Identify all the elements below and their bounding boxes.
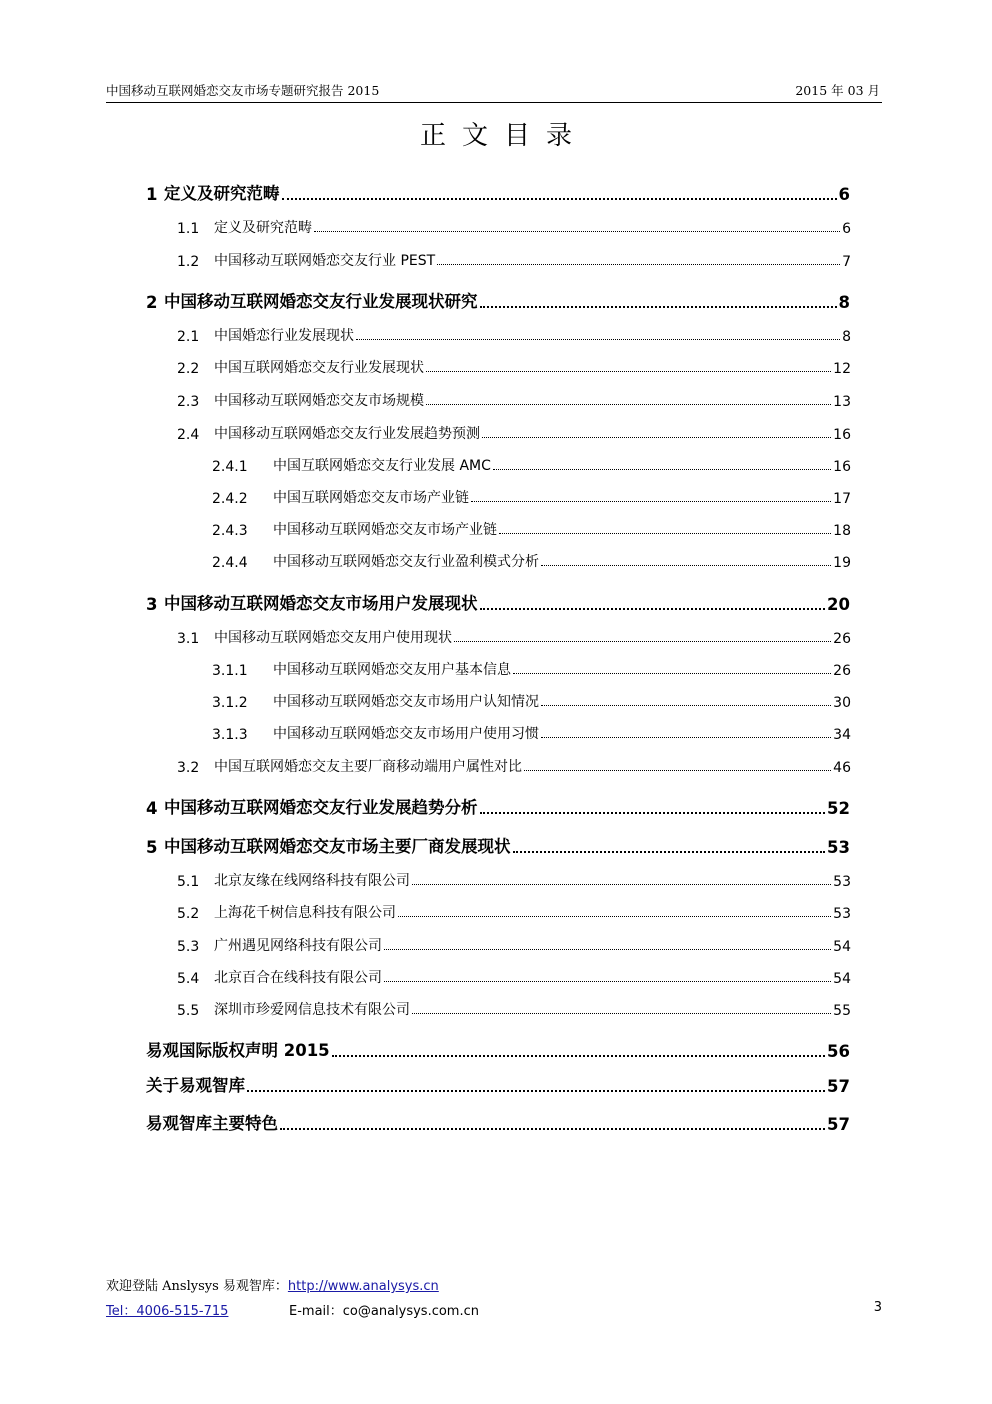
toc-entry-title: 中国移动互联网婚恋交友行业发展现状研究 [164,292,478,311]
page-title: 正文目录 [419,121,588,151]
toc-entry-page: 6 [838,185,850,204]
toc-entry-number: 2.4 [177,427,200,443]
toc-entry-title: 中国移动互联网婚恋交友市场用户认知情况 [273,694,539,710]
toc-dot-leader [280,1126,825,1130]
toc-entry-number: 3.1.2 [212,695,248,711]
toc-entry-title: 中国互联网婚恋交友行业发展 AMC [273,458,491,474]
toc-entry-number: 1 [146,185,158,204]
toc-entry[interactable] [0,357,992,377]
toc-dot-leader [541,563,831,566]
toc-dot-leader [384,979,831,982]
toc-dot-leader [524,768,831,771]
toc-dot-leader [282,196,837,200]
toc-entry-number: 2.4.1 [212,459,248,475]
toc-entry[interactable] [0,1037,992,1061]
toc-entry-title: 中国移动互联网婚恋交友用户使用现状 [214,630,452,646]
toc-entry-page: 16 [833,459,851,475]
toc-entry-page: 53 [833,874,851,890]
toc-entry-page: 55 [833,1003,851,1019]
toc-dot-leader [437,262,840,265]
toc-entry[interactable] [0,794,992,818]
toc-dot-leader [412,1011,831,1014]
toc-dot-leader [480,606,826,610]
toc-entry[interactable] [0,902,992,922]
toc-entry-title: 中国移动互联网婚恋交友市场产业链 [273,522,497,538]
toc-entry[interactable] [0,870,992,890]
toc-dot-leader [513,849,826,853]
toc-entry-number: 2 [146,293,158,312]
toc-dot-leader [426,369,831,372]
toc-entry-title: 定义及研究范畴 [164,184,280,203]
footer-tel-link[interactable]: Tel：4006-515-715 [106,1304,229,1319]
toc-entry-page: 54 [833,971,851,987]
toc-entry-page: 16 [833,427,851,443]
footer-welcome-text: 欢迎登陆 Anslysys 易观智库： [106,1279,288,1294]
toc-dot-leader [332,1053,825,1057]
toc-entry-title: 中国移动互联网婚恋交友市场用户发展现状 [164,594,478,613]
toc-entry-number: 4 [146,799,158,818]
toc-entry-title: 中国移动互联网婚恋交友市场用户使用习惯 [273,726,539,742]
toc-entry-page: 57 [827,1115,850,1134]
footer-contact-line [106,1300,882,1319]
toc-entry-number: 1.1 [177,221,200,237]
header-date: 2015 年 03 月 [795,83,880,98]
toc-entry-number: 5.3 [177,939,200,955]
toc-entry-page: 46 [833,760,851,776]
toc-entry-title: 中国移动互联网婚恋交友行业 PEST [214,253,436,269]
toc-entry-number: 2.2 [177,361,200,377]
toc-entry[interactable] [0,288,992,312]
toc-entry-page: 13 [833,394,851,410]
toc-entry-number: 3.1.3 [212,727,248,743]
toc-entry-title: 中国移动互联网婚恋交友市场规模 [214,393,424,409]
toc-dot-leader [384,947,831,950]
toc-entry-page: 20 [827,595,850,614]
toc-entry[interactable] [0,691,992,711]
toc-entry-page: 18 [833,523,851,539]
toc-entry[interactable] [0,590,992,614]
toc-entry-title: 上海花千树信息科技有限公司 [214,905,396,921]
footer-email: E-mail：co@analysys.com.cn [289,1304,479,1319]
toc-entry-number: 1.2 [177,254,200,270]
toc-entry-number: 3.1 [177,631,200,647]
toc-entry-page: 30 [833,695,851,711]
toc-dot-leader [356,337,840,340]
toc-entry[interactable] [0,180,992,204]
toc-dot-leader [247,1088,825,1092]
toc-entry-title: 中国移动互联网婚恋交友用户基本信息 [273,662,511,678]
toc-entry[interactable] [0,999,992,1019]
toc-entry-page: 8 [838,293,850,312]
toc-entry-title: 定义及研究范畴 [214,220,312,236]
toc-entry[interactable] [0,455,992,475]
toc-entry-page: 53 [833,906,851,922]
toc-entry-page: 6 [842,221,851,237]
toc-dot-leader [541,735,831,738]
toc-dot-leader [398,914,831,917]
toc-entry[interactable] [0,967,992,987]
toc-entry-number: 5.2 [177,906,200,922]
toc-entry-number: 5 [146,838,158,857]
toc-entry-page: 53 [827,838,850,857]
toc-entry-page: 19 [833,555,851,571]
toc-entry-number: 5.5 [177,1003,200,1019]
toc-entry[interactable] [0,250,992,270]
toc-entry-title: 中国移动互联网婚恋交友市场主要厂商发展现状 [164,837,511,856]
toc-entry-title: 中国互联网婚恋交友主要厂商移动端用户属性对比 [214,759,522,775]
page-number: 3 [873,1300,882,1315]
toc-entry-number: 2.4.4 [212,555,248,571]
toc-entry[interactable] [0,519,992,539]
toc-entry-title: 北京友缘在线网络科技有限公司 [214,873,410,889]
toc-entry-title: 中国移动互联网婚恋交友行业盈利模式分析 [273,554,539,570]
toc-entry-title: 北京百合在线科技有限公司 [214,970,382,986]
toc-dot-leader [454,639,831,642]
toc-dot-leader [480,304,837,308]
page-header [106,80,882,103]
toc-entry-number: 3 [146,595,158,614]
toc-entry-title: 广州遇见网络科技有限公司 [214,938,382,954]
toc-entry[interactable] [0,1110,992,1134]
toc-dot-leader [314,229,840,232]
toc-entry-title: 深圳市珍爱网信息技术有限公司 [214,1002,410,1018]
toc-dot-leader [471,499,831,502]
toc-entry-number: 3.2 [177,760,200,776]
toc-entry[interactable] [0,723,992,743]
toc-entry-title: 中国互联网婚恋交友市场产业链 [273,490,469,506]
toc-entry[interactable] [0,935,992,955]
toc-entry-page: 56 [827,1042,850,1061]
toc-entry-number: 2.1 [177,329,200,345]
toc-entry-page: 52 [827,799,850,818]
toc-entry[interactable] [0,487,992,507]
toc-entry-page: 8 [842,329,851,345]
toc-entry-title: 中国婚恋行业发展现状 [214,328,354,344]
toc-entry[interactable] [0,423,992,443]
toc-dot-leader [426,402,831,405]
toc-entry[interactable] [0,217,992,237]
toc-entry-number: 2.4.2 [212,491,248,507]
toc-entry-page: 26 [833,631,851,647]
toc-entry[interactable] [0,325,992,345]
toc-entry-title: 中国移动互联网婚恋交友行业发展趋势分析 [164,798,478,817]
toc-entry[interactable] [0,833,992,857]
toc-dot-leader [480,810,826,814]
toc-dot-leader [499,531,831,534]
toc-entry-page: 17 [833,491,851,507]
toc-entry-title: 易观智库主要特色 [146,1114,278,1133]
toc-entry-title: 易观国际版权声明 2015 [146,1041,330,1060]
toc-entry-page: 34 [833,727,851,743]
toc-entry-page: 54 [833,939,851,955]
footer-website-link[interactable]: http://www.analysys.cn [287,1279,439,1294]
toc-entry-title: 中国互联网婚恋交友行业发展现状 [214,360,424,376]
toc-entry-page: 7 [842,254,851,270]
toc-entry-page: 26 [833,663,851,679]
toc-entry-title: 中国移动互联网婚恋交友行业发展趋势预测 [214,426,480,442]
header-report-title: 中国移动互联网婚恋交友市场专题研究报告 2015 [106,83,380,98]
toc-entry-number: 3.1.1 [212,663,248,679]
toc-entry[interactable] [0,756,992,776]
toc-entry-title: 关于易观智库 [146,1076,245,1095]
toc-entry-number: 5.4 [177,971,200,987]
toc-entry-page: 12 [833,361,851,377]
toc-entry-number: 5.1 [177,874,200,890]
toc-dot-leader [493,467,831,470]
toc-entry-number: 2.3 [177,394,200,410]
toc-dot-leader [412,882,831,885]
footer-website-line [106,1275,882,1294]
toc-dot-leader [541,703,831,706]
toc-dot-leader [513,671,831,674]
toc-entry[interactable] [0,1072,992,1096]
toc-entry[interactable] [0,659,992,679]
toc-entry[interactable] [0,627,992,647]
toc-entry[interactable] [0,390,992,410]
toc-dot-leader [482,435,831,438]
toc-entry-number: 2.4.3 [212,523,248,539]
toc-entry-page: 57 [827,1077,850,1096]
toc-entry[interactable] [0,551,992,571]
